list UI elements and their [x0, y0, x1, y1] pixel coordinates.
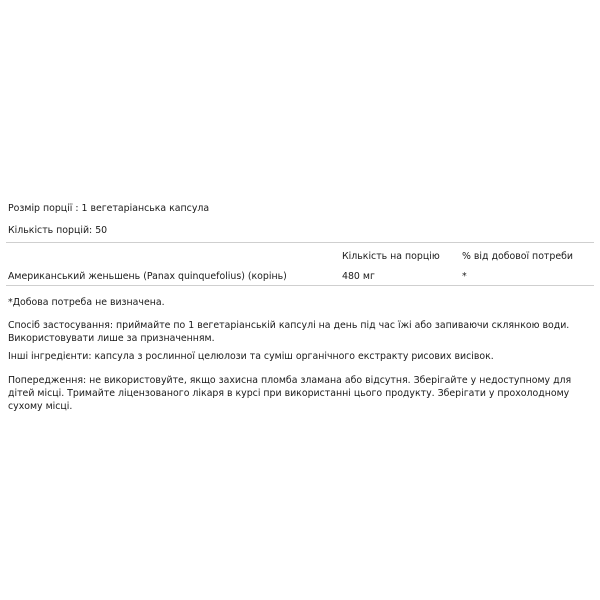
serving-size: Розмір порції : 1 вегетаріанська капсула: [8, 203, 210, 214]
ingredient-name: Американський женьшень (Panax quinquefolius) (корінь): [8, 271, 287, 282]
daily-value-footnote: *Добова потреба не визначена.: [8, 297, 165, 308]
other-ingredients: Інші інгредієнти: капсула з рослинної целюлози та суміш органічного екстракту рисових висівок.: [8, 351, 494, 362]
ingredient-amount: 480 мг: [342, 271, 375, 282]
ingredient-daily-value: *: [462, 271, 467, 282]
table-bottom-divider: [6, 285, 594, 286]
table-top-divider: [6, 242, 594, 243]
warning-text: Попередження: не використовуйте, якщо захисна пломба зламана або відсутня. Зберігайте у недоступному для дітей місці. Тримайте ліцензованого лікаря в курсі при використанні цього продукту. Зберігати у прохолодному сухому місці.: [8, 375, 572, 412]
amount-column-header: Кількість на порцію: [342, 251, 440, 262]
servings-per-container: Кількість порцій: 50: [8, 225, 108, 236]
daily-value-column-header: % від добової потреби: [462, 251, 573, 262]
usage-instructions: Спосіб застосування: приймайте по 1 вегетаріанській капсулі на день під час їжі або запиваючи склянкою води. Використовувати лише за призначенням.: [8, 320, 570, 344]
